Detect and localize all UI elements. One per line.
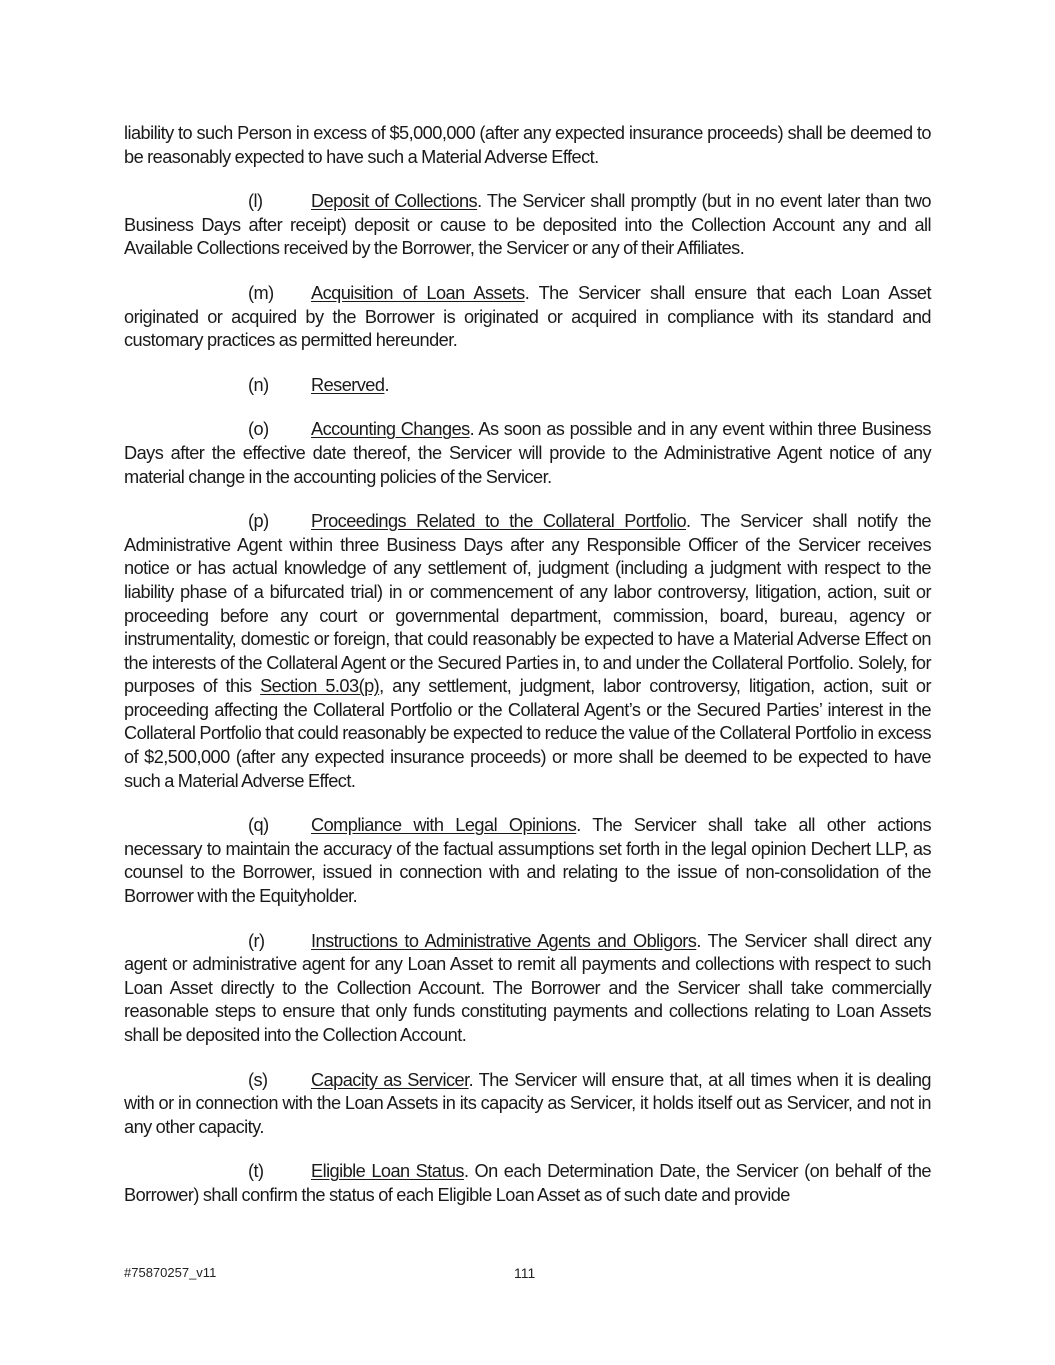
section-body-continued: , any settlement, judgment, labor controversy, litigation, action, suit or proceeding affecting the Collateral Portfolio or the Collateral Agent’s or the Secured Parties’ interest in the Collateral Portfolio that could reasonably be expected to reduce the value of the Collateral Portfolio in excess of $2,500,000 (after any expected insurance proceeds) or more shall be deemed to be expected to have such a Material Adverse Effect.	[124, 676, 931, 791]
section-body: . The Servicer shall promptly (but in no event later than two Business Days after receipt) deposit or cause to be deposited into the Collection Account any and all Available Collections received by the Borrower, the Servicer or any of their Affiliates.	[124, 191, 931, 259]
section-number: (q)	[248, 815, 269, 836]
section-cross-reference: Section 5.03(p)	[260, 676, 380, 697]
footer-document-id: #75870257_v11	[124, 1265, 217, 1280]
section-r	[124, 930, 931, 1048]
section-p	[124, 510, 931, 793]
section-heading: Reserved	[311, 374, 385, 395]
section-number: (r)	[248, 930, 265, 951]
section-number: (n)	[248, 374, 269, 395]
section-body: . As soon as possible and in any event within three Business Days after the effective date thereof, the Servicer will provide to the Administrative Agent notice of any material change in the accounting policies of the Servicer.	[124, 419, 931, 487]
section-body: . The Servicer shall notify the Administrative Agent within three Business Days after any Responsible Officer of the Servicer receives notice or has actual knowledge of any settlement of, judgment (including a judgment with respect to the liability phase of a bifurcated trial) in or commencement of any labor controversy, litigation, action, suit or proceeding before any court or governmental department, commission, board, bureau, agency or instrumentality, domestic or foreign, that could reasonably be expected to have a Material Adverse Effect on the interests of the Collateral Agent or the Secured Parties in, to and under the Collateral Portfolio. Solely, for purposes of this	[124, 511, 931, 697]
section-body: . On each Determination Date, the Servicer (on behalf of the Borrower) shall confirm the status of each Eligible Loan Asset as of such date and provide	[124, 1161, 931, 1205]
section-m	[124, 282, 931, 353]
section-body: . The Servicer shall direct any agent or administrative agent for any Loan Asset to remit all payments and collections with respect to such Loan Asset directly to the Collection Account. The Borrower and the Servicer shall take commercially reasonable steps to ensure that only funds constituting payments and collections relating to Loan Assets shall be deposited into the Collection Account.	[124, 930, 931, 1045]
section-body: . The Servicer shall ensure that each Loan Asset originated or acquired by the Borrower is originated or acquired in compliance with its standard and customary practices as permitted hereunder.	[124, 282, 931, 351]
continuation-paragraph: liability to such Person in excess of $5,000,000 (after any expected insurance proceeds) shall be deemed to be reasonably expected to have such a Material Adverse Effect.	[124, 123, 931, 167]
section-number: (p)	[248, 511, 269, 532]
section-heading: Capacity as Servicer	[311, 1069, 469, 1090]
section-body: .	[384, 374, 389, 395]
section-q	[124, 814, 931, 908]
section-heading: Instructions to Administrative Agents and Obligors	[311, 930, 697, 951]
document-page	[124, 122, 931, 1229]
section-number: (t)	[248, 1161, 264, 1182]
section-heading: Deposit of Collections	[311, 191, 478, 212]
section-number: (l)	[248, 191, 263, 212]
section-s	[124, 1069, 931, 1140]
section-o	[124, 418, 931, 489]
section-body: . The Servicer will ensure that, at all times when it is dealing with or in connection with the Loan Assets in its capacity as Servicer, it holds itself out as Servicer, and not in any other capacity.	[124, 1069, 931, 1137]
section-n	[124, 374, 931, 398]
section-number: (s)	[248, 1069, 268, 1090]
section-heading: Compliance with Legal Opinions	[311, 815, 577, 836]
section-t	[124, 1160, 931, 1207]
section-body: . The Servicer shall take all other actions necessary to maintain the accuracy of the factual assumptions set forth in the legal opinion Dechert LLP, as counsel to the Borrower, issued in connection with and relating to the issue of non-consolidation of the Borrower with the Equityholder.	[124, 815, 931, 907]
section-heading: Accounting Changes	[311, 419, 470, 440]
section-l	[124, 190, 931, 261]
section-heading: Eligible Loan Status	[311, 1161, 464, 1182]
section-number: (m)	[248, 282, 274, 303]
section-heading: Proceedings Related to the Collateral Portfolio	[311, 511, 687, 532]
footer-page-number: 111	[514, 1265, 536, 1281]
section-heading: Acquisition of Loan Assets	[311, 282, 525, 303]
section-number: (o)	[248, 419, 269, 440]
